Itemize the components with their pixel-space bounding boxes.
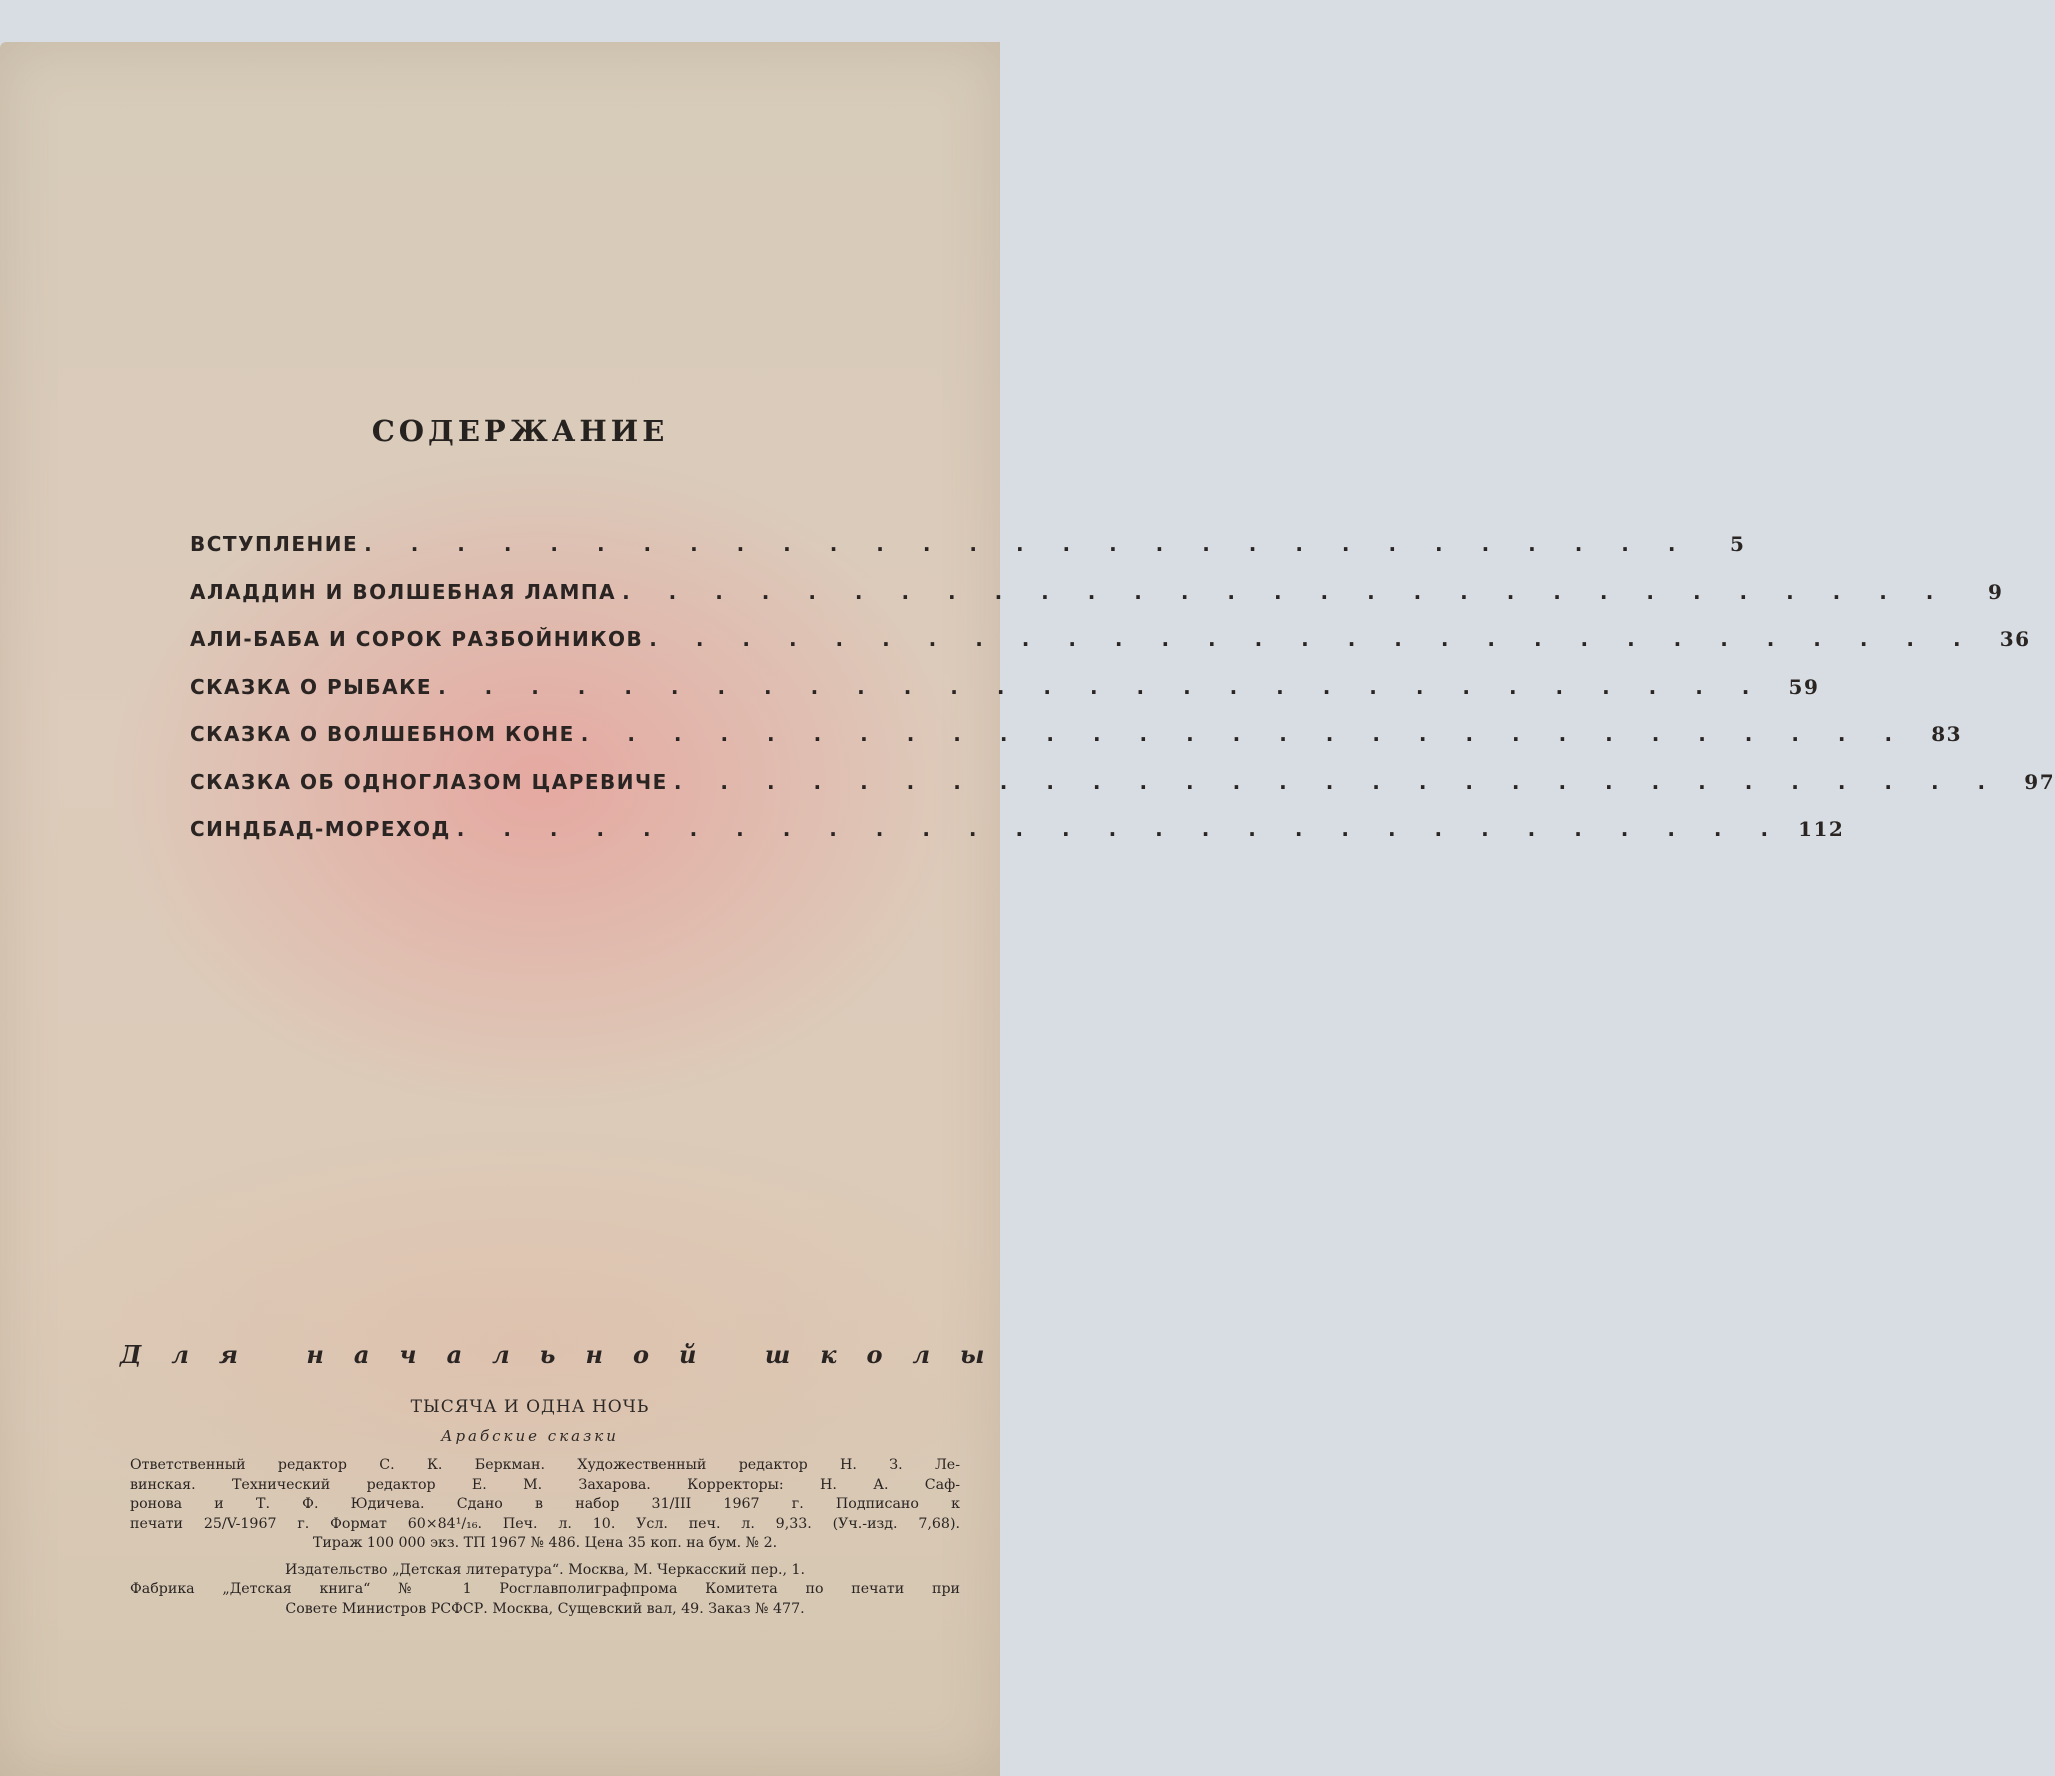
toc-entry [190,674,1820,723]
toc-entry-title: СКАЗКА ОБ ОДНОГЛАЗОМ ЦАРЕВИЧЕ [190,769,668,794]
toc-leader-dots: . . . . . . . . . . . . . . . . . . . . . . . . . . . . . [649,627,1977,651]
toc-leader-dots: . . . . . . . . . . . . . . . . . . . . . . . . . . . . . [673,769,2002,794]
toc-entry-page: 83 [1931,722,1963,746]
toc-entry-page: 5 [1730,532,1746,556]
credits-line: винская. Технический редактор Е. М. Захарова. Корректоры: Н. А. Саф- [130,1476,960,1493]
toc-entry-title: СКАЗКА О РЫБАКЕ [190,674,433,699]
toc-entry [190,579,2004,628]
toc-entry-title: АЛИ-БАБА И СОРОК РАЗБОЙНИКОВ [190,627,644,651]
credits-line: Тираж 100 000 экз. ТП 1967 № 486. Цена 35 коп. на бум. № 2. [312,1535,778,1551]
credits-line: ронова и Т. Ф. Юдичева. Сдано в набор 31/III 1967 г. Подписано к [130,1496,960,1512]
publisher-line: Издательство „Детская литература“. Москва, М. Черкасский пер., 1. [284,1561,806,1578]
toc-entry [190,532,1746,580]
toc-entry-page: 9 [1987,579,2004,604]
toc-leader-dots: . . . . . . . . . . . . . . . . . . . . . . . . . . . . . [456,817,1785,841]
toc-entry-title: СКАЗКА О ВОЛШЕБНОМ КОНЕ [190,722,575,746]
toc-heading: СОДЕРЖАНИЕ [371,414,669,448]
toc-leader-dots: . . . . . . . . . . . . . . . . . . . . . . . . . . . . . [438,674,1766,699]
toc-entry-page: 112 [1798,817,1845,841]
book-page [0,42,2055,1776]
publisher-line: Совете Министров РСФСР. Москва, Сущевский вал, 49. Заказ № 477. [285,1600,805,1617]
spacer [130,1554,960,1561]
toc-entry [190,769,2055,818]
toc-entry-title: ВСТУПЛЕНИЕ [190,532,359,556]
toc-entry-title: АЛАДДИН И ВОЛШЕБНАЯ ЛАМПА [190,579,617,604]
toc-entry-page: 59 [1788,674,1820,699]
book-title: ТЫСЯЧА И ОДНА НОЧЬ [410,1397,650,1417]
table-of-contents [190,532,2055,865]
toc-leader-dots: . . . . . . . . . . . . . . . . . . . . . . . . . . . . . [622,579,1950,604]
credits-line: Ответственный редактор С. К. Беркман. Художественный редактор Н. З. Ле- [130,1457,960,1473]
toc-leader-dots: . . . . . . . . . . . . . . . . . . . . . . . . . . . . . [364,532,1692,556]
book-subtitle: Арабские сказки [441,1427,619,1445]
toc-entry-title: СИНДБАД-МОРЕХОД [190,817,451,841]
toc-entry-page: 36 [1999,627,2031,651]
audience-label: Для начальной школы [120,1340,1015,1369]
toc-entry [190,817,1845,865]
toc-entry-page: 97 [2024,769,2055,794]
toc-leader-dots: . . . . . . . . . . . . . . . . . . . . . . . . . . . . . [580,722,1909,746]
credits-line: печати 25/V-1967 г. Формат 60×84¹/₁₆. Печ. л. 10. Усл. печ. л. 9,33. (Уч.-изд. 7,68). [130,1515,960,1532]
publisher-line: Фабрика „Детская книга“ № 1 Росглавполиграфпрома Комитета по печати при [130,1581,960,1597]
toc-entry [190,722,1963,770]
imprint-block [130,1456,960,1619]
toc-entry [190,627,2031,675]
